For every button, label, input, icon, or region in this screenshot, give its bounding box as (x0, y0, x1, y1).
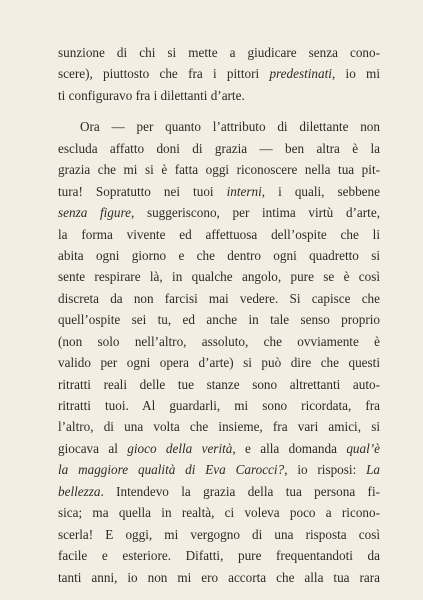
text-line: bellezza. Intendevo la grazia della tua persona fi- (58, 483, 380, 499)
text-line: ti configuravo fra i dilettanti d’arte. (58, 87, 245, 103)
text-line: tanti anni, io non mi ero accorta che alla tua rara (58, 569, 380, 585)
text-line: ritratti tuoi. Al guardarli, mi sono ricordata, fra (58, 398, 380, 413)
text-line: sica; ma quella in realtà, ci voleva poco a ricono- (58, 505, 380, 521)
italic-phrase: interni (226, 183, 262, 199)
text-line: facile e esteriore. Difatti, pure frequentandoti da (58, 548, 380, 564)
text-line: abita ogni giorno e che dentro ogni quadretto si (58, 247, 380, 263)
italic-phrase: la maggiore qualità di Eva Carocci? (58, 462, 285, 478)
text-line: ritratti reali delle tue stanze sono altrettanti auto- (58, 376, 380, 392)
text-line: (non solo nell’altro, assoluto, che ovviamente è (58, 333, 380, 349)
italic-phrase: bellezza (58, 483, 101, 499)
text-line: la forma vivente ed affettuosa dell’ospite che li (58, 226, 380, 242)
italic-phrase: qual’è (346, 440, 381, 456)
paragraph-gap (58, 106, 380, 116)
paragraph-1 (58, 42, 380, 106)
text-line: Ora — per quanto l’attributo di dilettante non (80, 119, 380, 135)
text-line: la maggiore qualità di Eva Carocci?, io risposi: La (58, 462, 380, 478)
text-line: sente respirare là, in qualche angolo, pure se è così (58, 269, 380, 285)
text-line: sunzione di chi si mette a giudicare senza cono- (58, 45, 380, 60)
text-line: scere), piuttosto che fra i pittori predestinati, io mi (58, 66, 380, 82)
italic-phrase: predestinati (269, 66, 332, 82)
italic-phrase: La (366, 462, 380, 478)
text-line: tura! Sopratutto nei tuoi interni, i quali, sebbene (58, 183, 380, 199)
italic-phrase: gioco della verità (127, 440, 233, 456)
text-line: senza figure, suggeriscono, per intima virtù d’arte, (58, 205, 380, 221)
text-line: escluda affatto doni di grazia — ben altra è la (58, 140, 380, 156)
text-line: scerla! E oggi, mi vergogno di una risposta così (58, 526, 380, 542)
text-line: quell’ospite sei tu, ed anche in tale senso proprio (58, 312, 380, 328)
text-line: valido per ogni opera d’arte) si può dire che questi (58, 355, 380, 371)
text-line: l’altro, di una volta che insieme, fra vari amici, si (58, 419, 380, 435)
text-line: grazia che mi si è fatta oggi riconoscere nella tua pit- (58, 162, 380, 178)
paragraph-2 (58, 116, 380, 588)
body-text (58, 42, 380, 588)
text-line: discreta da non farcisi mai vedere. Si capisce che (58, 290, 380, 306)
text-line: giocava al gioco della verità, e alla domanda qual’è (58, 440, 381, 456)
italic-phrase: senza figure (58, 205, 131, 221)
